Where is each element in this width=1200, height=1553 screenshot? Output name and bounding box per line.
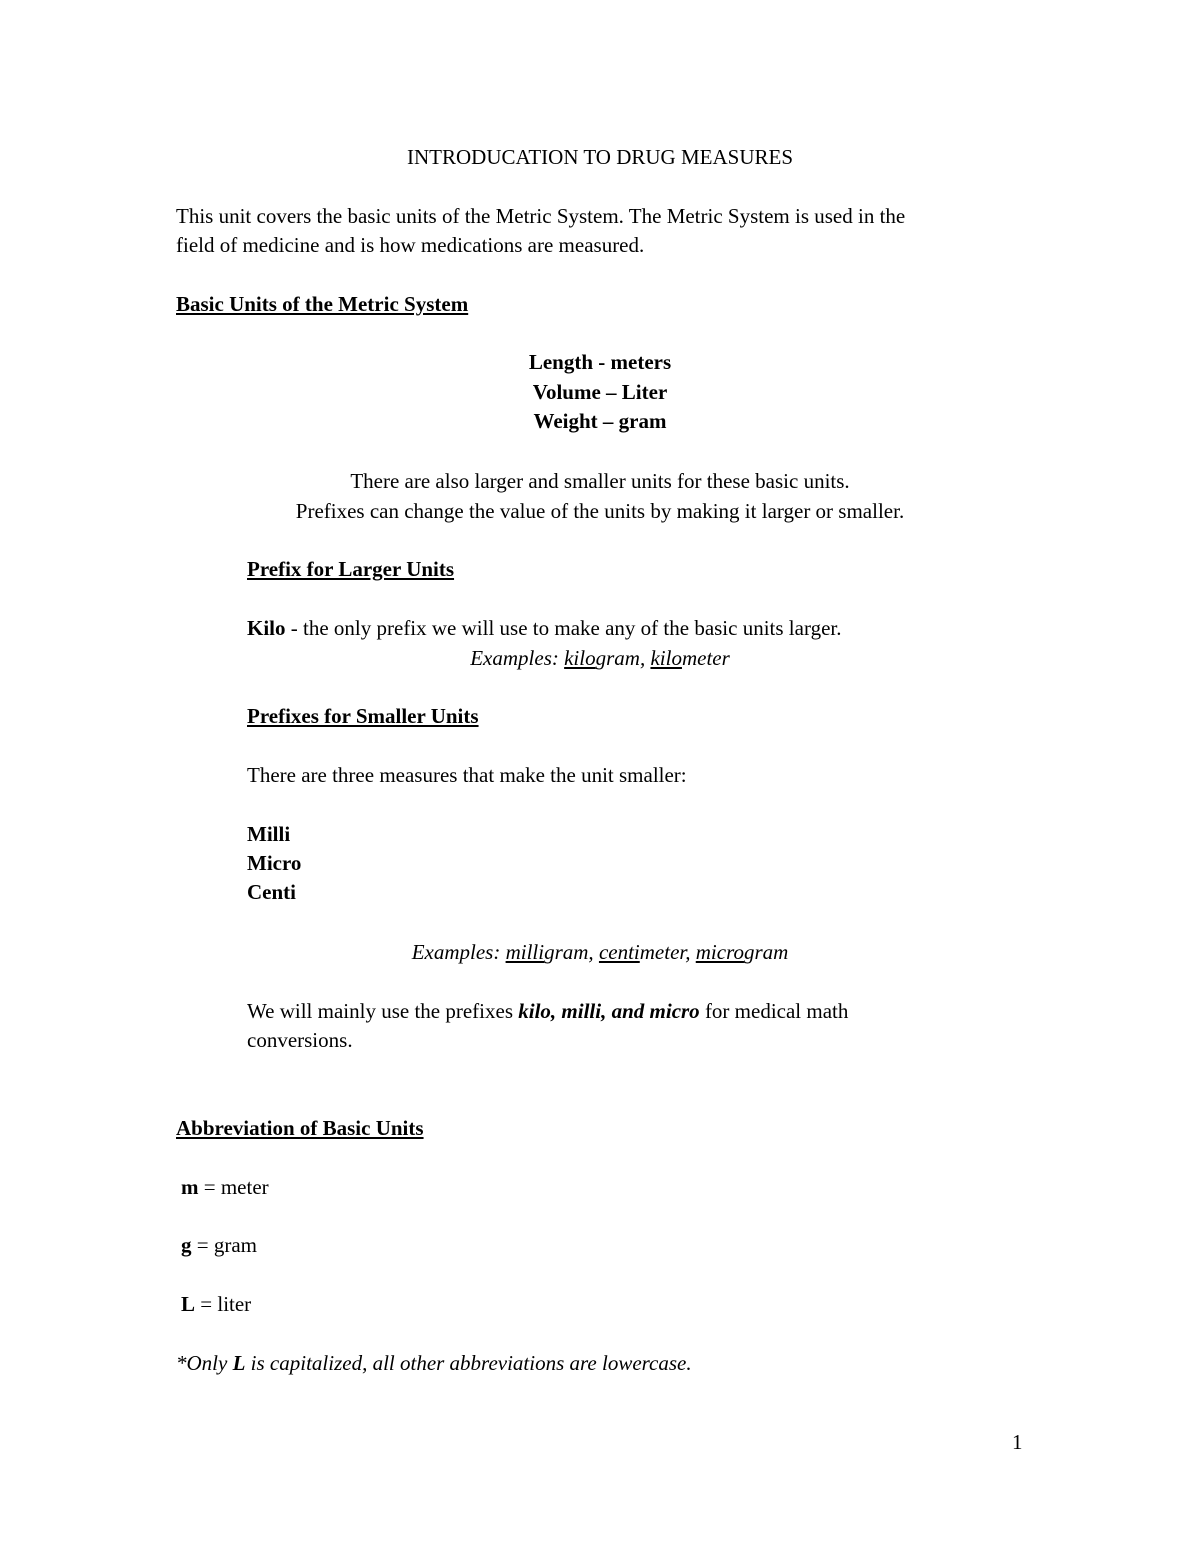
abbrev-gram [181,1231,257,1260]
abbrev-m: m [181,1175,199,1199]
usage-line-2: conversions. [247,1028,353,1052]
prefix-milli: Milli [247,822,291,846]
note-bold-l: L [232,1351,246,1375]
prefix-note-line-1: There are also larger and smaller units for these basic units. [350,469,850,493]
basic-unit-volume: Volume – Liter [532,380,668,404]
note-pre: *Only [176,1351,233,1375]
intro-line-1: This unit covers the basic units of the Metric System. The Metric System is used in the [176,204,906,228]
kilo-definition [247,614,841,643]
capitalization-note [176,1349,692,1378]
abbrev-g-def: = gram [191,1233,257,1257]
page-title: INTRODUCATION TO DRUG MEASURES [407,145,793,169]
example-kilometer-rest: meter [681,646,730,670]
larger-examples-label: Examples: [470,646,565,670]
kilo-description: - the only prefix we will use to make any of the basic units larger. [285,616,842,640]
example-centi-underline: centi [598,940,640,964]
example-microgram-rest: gram [743,940,789,964]
abbrev-liter [181,1290,251,1319]
usage-pre: We will mainly use the prefixes [247,999,519,1023]
prefix-micro: Micro [247,851,302,875]
larger-examples [0,644,1200,673]
kilo-term: Kilo [247,616,286,640]
page-number: 1 [1012,1430,1023,1454]
section-heading-abbreviations: Abbreviation of Basic Units [176,1116,424,1140]
abbrev-l-def: = liter [195,1292,252,1316]
basic-unit-weight: Weight – gram [533,409,667,433]
section-heading-smaller-units: Prefixes for Smaller Units [247,704,479,728]
usage-prefixes-bold: kilo, milli, and micro [518,999,700,1023]
smaller-examples-label: Examples: [411,940,506,964]
example-kilo-underline-2: kilo [650,646,682,670]
intro-line-2: field of medicine and is how medications are measured. [176,233,645,257]
abbrev-l: L [181,1292,196,1316]
example-kilo-underline-1: kilo [564,646,596,670]
abbrev-meter [181,1173,269,1202]
example-kilogram-rest: gram, [595,646,651,670]
prefix-note-line-2: Prefixes can change the value of the units by making it larger or smaller. [295,499,905,523]
example-micro-underline: micro [695,940,744,964]
section-heading-basic-units: Basic Units of the Metric System [176,292,469,316]
section-heading-larger-units: Prefix for Larger Units [247,557,455,581]
note-post: is capitalized, all other abbreviations are lowercase. [245,1351,692,1375]
basic-unit-length: Length - meters [528,350,672,374]
smaller-examples [0,938,1200,967]
smaller-intro: There are three measures that make the unit smaller: [247,763,687,787]
example-milligram-rest: gram, [544,940,599,964]
abbrev-g: g [181,1233,192,1257]
usage-post: for medical math [699,999,849,1023]
usage-line-1 [247,997,848,1026]
example-milli-underline: milli [505,940,545,964]
example-centimeter-rest: meter, [639,940,696,964]
prefix-centi: Centi [247,880,296,904]
abbrev-m-def: = meter [198,1175,269,1199]
